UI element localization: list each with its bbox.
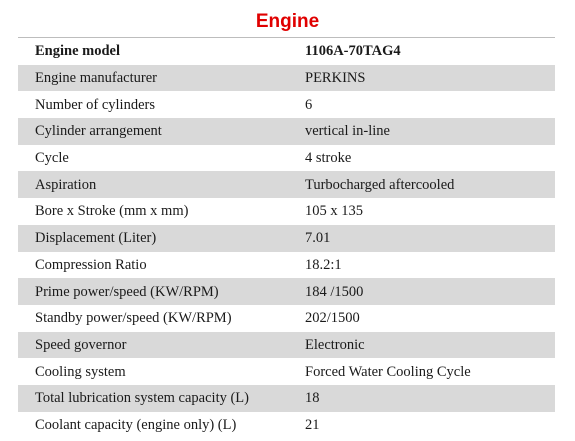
row-label: Standby power/speed (KW/RPM) — [35, 310, 232, 327]
row-label: Displacement (Liter) — [18, 225, 305, 252]
row-value: 18.2:1 — [305, 256, 342, 273]
header-value: 1106A-70TAG4 — [305, 38, 555, 65]
row-label: Total lubrication system capacity (L) — [18, 385, 305, 412]
row-label: Number of cylinders — [35, 96, 155, 113]
row-value: 7.01 — [305, 225, 555, 252]
table-row — [18, 305, 555, 332]
engine-spec-table — [18, 37, 555, 438]
row-label: Cycle — [35, 150, 69, 167]
table-row — [18, 332, 555, 359]
row-value: 184 /1500 — [305, 278, 555, 305]
table-row — [18, 385, 555, 412]
row-value: 4 stroke — [305, 150, 352, 167]
row-label: Engine manufacturer — [18, 65, 305, 92]
row-value: Turbocharged aftercooled — [305, 171, 555, 198]
row-label: Compression Ratio — [35, 256, 147, 273]
table-row — [18, 91, 555, 118]
table-row — [18, 145, 555, 172]
table-row — [18, 65, 555, 92]
row-label: Bore x Stroke (mm x mm) — [35, 203, 189, 220]
row-value: Forced Water Cooling Cycle — [305, 363, 471, 380]
table-row — [18, 118, 555, 145]
header-label: Engine model — [18, 38, 305, 65]
row-value: 18 — [305, 385, 555, 412]
row-label: Aspiration — [18, 171, 305, 198]
table-row — [18, 171, 555, 198]
row-value: 21 — [305, 416, 320, 433]
table-row — [18, 252, 555, 279]
row-value: PERKINS — [305, 65, 555, 92]
table-row — [18, 358, 555, 385]
row-label: Coolant capacity (engine only) (L) — [35, 416, 237, 433]
row-label: Speed governor — [18, 332, 305, 359]
row-value: 105 x 135 — [305, 203, 363, 220]
table-row — [18, 412, 555, 439]
row-label: Cylinder arrangement — [18, 118, 305, 145]
row-label: Cooling system — [35, 363, 126, 380]
table-row — [18, 225, 555, 252]
table-row — [18, 198, 555, 225]
row-value: Electronic — [305, 332, 555, 359]
row-label: Prime power/speed (KW/RPM) — [18, 278, 305, 305]
table-header-row — [18, 38, 555, 65]
table-row — [18, 278, 555, 305]
row-value: vertical in-line — [305, 118, 555, 145]
row-value: 6 — [305, 96, 313, 113]
row-value: 202/1500 — [305, 310, 360, 327]
page-title: Engine — [255, 11, 320, 32]
